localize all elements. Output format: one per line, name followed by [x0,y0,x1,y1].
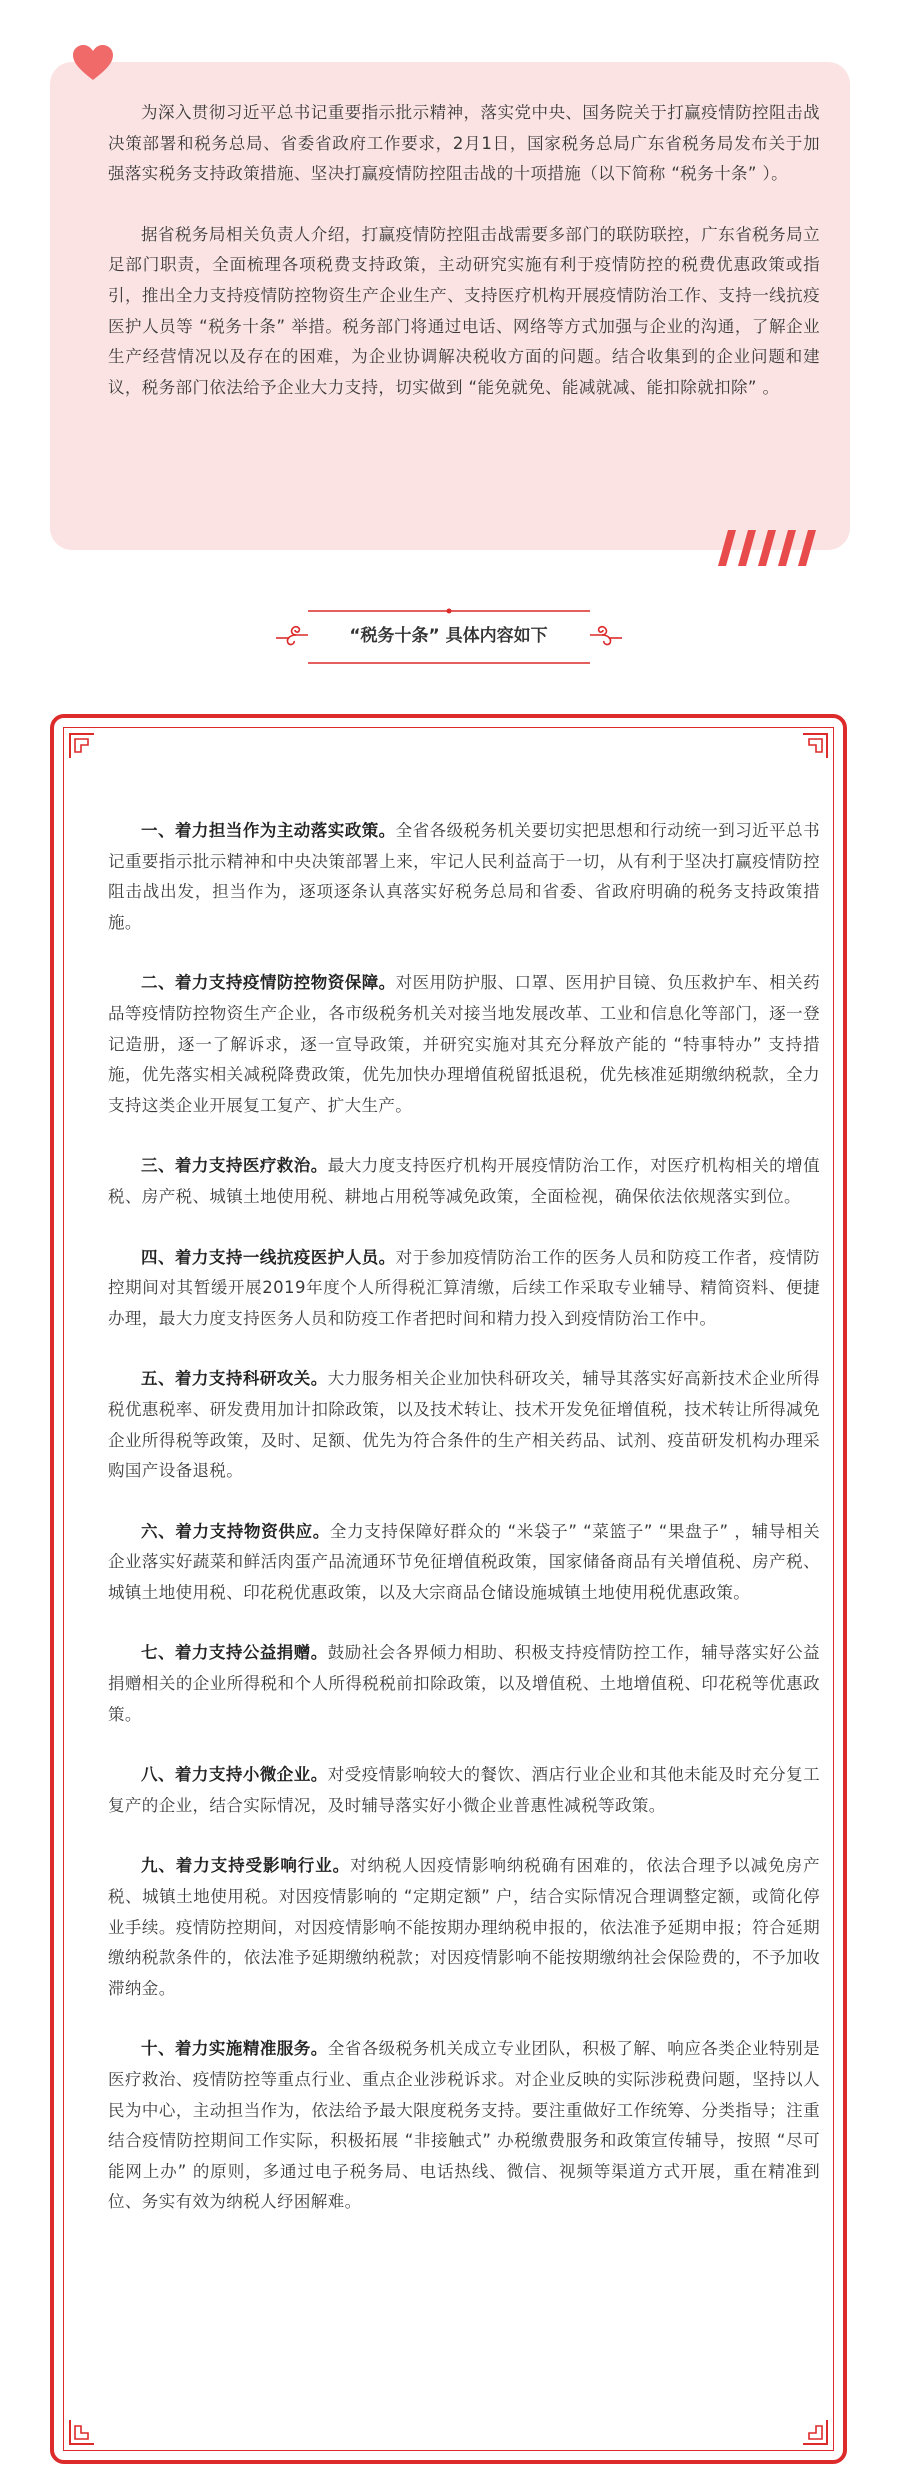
right-cloud-ornament-icon [586,620,626,650]
measure-body: 对纳税人因疫情影响纳税确有困难的，依法合理予以减免房产税、城镇土地使用税。对因疫情影响的 “定期定额” 户，结合实际情况合理调整定额，或简化停业手续。疫情防控期间，对因疫情影响不能按期办理纳税申报的，依法准予延期申报；符合延期缴纳税款条件的，依法准予延期缴纳税款；对因疫情影响不能按期缴纳社会保险费的，不予加收滞纳金。 [108,1856,820,1998]
corner-ornament-bottom-right-icon [801,2418,829,2446]
measure-heading: 八、着力支持小微企业。 [141,1765,328,1785]
measure-item [108,1517,820,1609]
section-heading [0,608,897,668]
measure-item [108,1851,820,2004]
corner-ornament-top-right-icon [801,732,829,760]
section-title: “税务十条” 具体内容如下 [349,626,548,646]
stripes-decoration [708,530,824,566]
measure-body: 对受疫情影响较大的餐饮、酒店行业企业和其他未能及时充分复工复产的企业，结合实际情况，及时辅导落实好小微企业普惠性减税等政策。 [108,1765,820,1815]
measure-item [108,1151,820,1212]
heading-bottom-rule [308,660,590,666]
measure-heading: 二、着力支持疫情防控物资保障。 [141,973,396,993]
intro-paragraph: 为深入贯彻习近平总书记重要指示批示精神，落实党中央、国务院关于打赢疫情防控阻击战决策部署和税务总局、省委省政府工作要求，2月1日，国家税务总局广东省税务局发布关于加强落实税务支持政策措施、坚决打赢疫情防控阻击战的十项措施（以下简称 “税务十条” ）。 [108,103,820,184]
measure-body: 全省各级税务机关成立专业团队，积极了解、响应各类企业特别是医疗救治、疫情防控等重点行业、重点企业涉税诉求。对企业反映的实际涉税费问题，坚持以人民为中心，主动担当作为，依法给予最大限度税务支持。要注重做好工作统筹、分类指导；注重结合疫情防控期间工作实际，积极拓展 “非接触式” 办税缴费服务和政策宣传辅导，按照 “尽可能网上办” 的原则，多通过电子税务局、电话热线、微信、视频等渠道方式开展，重在精准到位、务实有效为纳税人纾困解难。 [108,2039,820,2212]
measure-item [108,1243,820,1335]
measure-body: 对医用防护服、口罩、医用护目镜、负压救护车、相关药品等疫情防控物资生产企业，各市级税务机关对接当地发展改革、工业和信息化等部门，逐一登记造册，逐一了解诉求，逐一宣导政策，并研究实施对其充分释放产能的 “特事特办” 支持措施，优先落实相关减税降费政策，优先加快办理增值税留抵退税，优先核准延期缴纳税款，全力支持这类企业开展复工复产、扩大生产。 [108,973,821,1115]
measure-heading: 六、着力支持物资供应。 [141,1521,330,1541]
measure-body: 鼓励社会各界倾力相助、积极支持疫情防控工作，辅导落实好公益捐赠相关的企业所得税和个人所得税税前扣除政策，以及增值税、土地增值税、印花税等优惠政策。 [108,1643,820,1724]
measure-body: 全力支持保障好群众的 “米袋子” “菜篮子” “果盘子” ，辅导相关企业落实好蔬菜和鲜活肉蛋产品流通环节免征增值税政策，国家储备商品有关增值税、房产税、城镇土地使用税、印花税优惠政策，以及大宗商品仓储设施城镇土地使用税优惠政策。 [108,1521,820,1602]
measure-heading: 十、着力实施精准服务。 [141,2039,328,2059]
measure-heading: 一、着力担当作为主动落实政策。 [141,821,396,840]
measure-heading: 四、着力支持一线抗疫医护人员。 [141,1247,396,1267]
measure-heading: 七、着力支持公益捐赠。 [141,1643,328,1663]
heart-icon [72,44,114,82]
corner-ornament-top-left-icon [68,732,96,760]
intro-text [108,98,820,403]
measure-item [108,968,820,1121]
measure-item [108,2034,820,2218]
measure-body: 大力服务相关企业加快科研攻关，辅导其落实好高新技术企业所得税优惠税率、研发费用加计扣除政策，以及技术转让、技术开发免征增值税，技术转让所得减免企业所得税等政策，及时、足额、优先为符合条件的生产相关药品、试剂、疫苗研发机构办理采购国产设备退税。 [108,1369,820,1481]
measure-heading: 三、着力支持医疗救治。 [141,1156,328,1176]
measure-item [108,1364,820,1486]
measure-heading: 五、着力支持科研攻关。 [141,1369,328,1389]
heading-top-rule [308,608,590,614]
measure-body: 最大力度支持医疗机构开展疫情防治工作，对医疗机构相关的增值税、房产税、城镇土地使用税、耕地占用税等减免政策，全面检视，确保依法依规落实到位。 [108,1156,820,1206]
measures-list [108,816,820,2218]
measure-body: 对于参加疫情防治工作的医务人员和防疫工作者，疫情防控期间对其暂缓开展2019年度个人所得税汇算清缴，后续工作采取专业辅导、精简资料、便捷办理，最大力度支持医务人员和防疫工作者把时间和精力投入到疫情防治工作中。 [108,1247,821,1328]
corner-ornament-bottom-left-icon [68,2418,96,2446]
measure-item [108,1760,820,1821]
intro-paragraph: 据省税务局相关负责人介绍，打赢疫情防控阻击战需要多部门的联防联控，广东省税务局立足部门职责，全面梳理各项税费支持政策，主动研究实施有利于疫情防控的税费优惠政策或指引，推出全力支持疫情防控物资生产企业生产、支持医疗机构开展疫情防治工作、支持一线抗疫医护人员等 “税务十条” 举措。税务部门将通过电话、网络等方式加强与企业的沟通，了解企业生产经营情况以及存在的困难，为企业协调解决税收方面的问题。结合收集到的企业问题和建议，税务部门依法给予企业大力支持，切实做到 “能免就免、能减就减、能扣除就扣除” 。 [108,224,820,397]
measure-heading: 九、着力支持受影响行业。 [141,1856,351,1876]
measure-item [108,1638,820,1730]
measure-item [108,816,820,938]
measure-body: 全省各级税务机关要切实把思想和行动统一到习近平总书记重要指示批示精神和中央决策部署上来，牢记人民利益高于一切，从有利于坚决打赢疫情防控阻击战出发，担当作为，逐项逐条认真落实好税务总局和省委、省政府明确的税务支持政策措施。 [108,821,821,932]
